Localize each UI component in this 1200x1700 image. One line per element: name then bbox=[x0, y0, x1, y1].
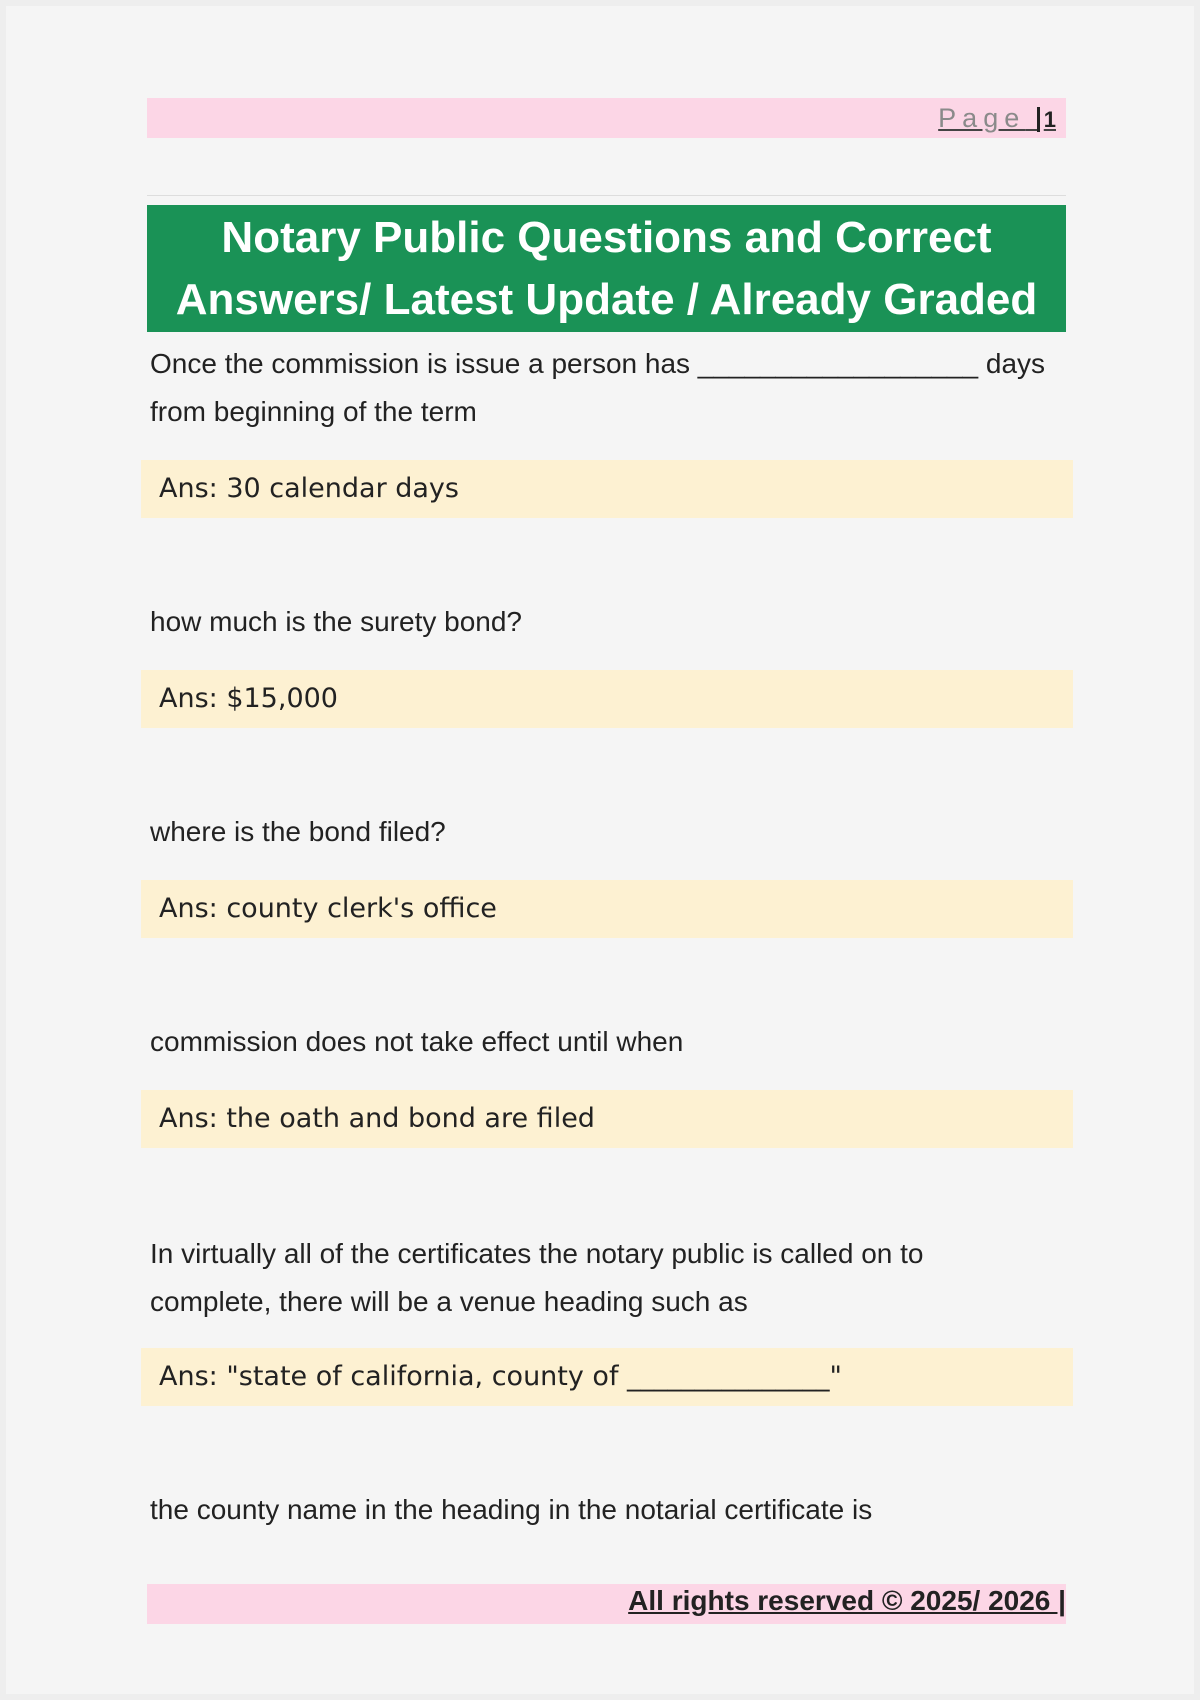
answer-4: Ans: the oath and bond are filed bbox=[141, 1090, 1073, 1148]
question-text: where is the bond filed? bbox=[150, 816, 446, 847]
question-text: how much is the surety bond? bbox=[150, 606, 522, 637]
answer-1: Ans: 30 calendar days bbox=[141, 460, 1073, 518]
question-text: commission does not take effect until when bbox=[150, 1026, 684, 1057]
question-3 bbox=[150, 808, 1050, 856]
title-line-2: Answers/ Latest Update / Already Graded bbox=[175, 274, 1038, 324]
copyright-notice: All rights reserved © 2025/ 2026 | bbox=[628, 1585, 1066, 1616]
question-2 bbox=[150, 598, 1050, 646]
title-line-1: Notary Public Questions and Correct bbox=[221, 212, 992, 262]
page-number: 1 bbox=[1037, 107, 1056, 132]
question-text: the county name in the heading in the notarial certificate is bbox=[150, 1494, 873, 1525]
question-text: complete, there will be a venue heading such as bbox=[150, 1286, 748, 1317]
answer-5: Ans: "state of california, county of _______________" bbox=[141, 1348, 1073, 1406]
answer-2: Ans: $15,000 bbox=[141, 670, 1073, 728]
page-label-text: Page bbox=[938, 103, 1026, 133]
header-divider bbox=[147, 195, 1066, 196]
question-5 bbox=[150, 1230, 1050, 1326]
question-4 bbox=[150, 1018, 1050, 1066]
page-number-label bbox=[938, 103, 1056, 134]
page-footer bbox=[147, 1584, 1066, 1624]
document-title bbox=[147, 205, 1066, 332]
question-text: In virtually all of the certificates the notary public is called on to bbox=[150, 1238, 924, 1269]
document-page bbox=[6, 6, 1194, 1694]
question-text: from beginning of the term bbox=[150, 396, 477, 427]
page-header bbox=[147, 98, 1066, 138]
question-1 bbox=[150, 340, 1050, 436]
answer-3: Ans: county clerk's office bbox=[141, 880, 1073, 938]
question-6 bbox=[150, 1486, 1050, 1534]
question-text: Once the commission is issue a person has __________________ days bbox=[150, 348, 1046, 379]
